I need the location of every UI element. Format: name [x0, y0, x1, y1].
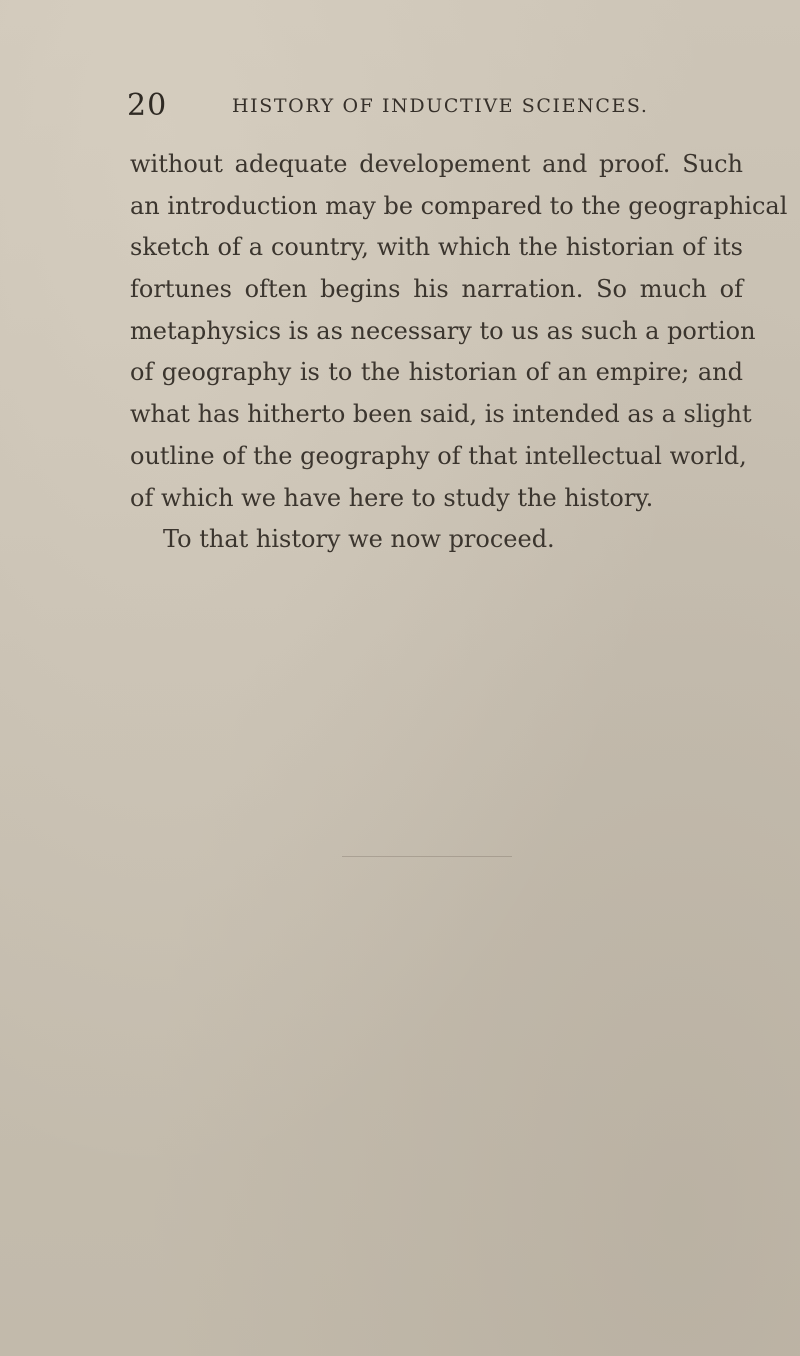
- text-line: outline of the geography of that intellectual world,: [130, 441, 747, 470]
- text-line: fortunes often begins his narration. So much of: [130, 275, 743, 304]
- text-line: without adequate developement and proof. Such: [130, 150, 743, 178]
- text-line: metaphysics is as necessary to us as such a portion: [130, 316, 756, 345]
- paragraph-line: To that history we now proceed.: [163, 525, 555, 554]
- text-line: an introduction may be compared to the geographical: [130, 191, 788, 220]
- text-line: what has hitherto been said, is intended as a slight: [130, 400, 752, 429]
- text-line: sketch of a country, with which the historian of its: [130, 233, 743, 262]
- text-line: of geography is to the historian of an empire; and: [130, 358, 743, 387]
- running-title: HISTORY OF INDUCTIVE SCIENCES.: [232, 95, 649, 117]
- running-head: [127, 88, 740, 128]
- faint-rule: [342, 856, 512, 857]
- text-line: of which we have here to study the history.: [130, 483, 654, 512]
- page-number: 20: [127, 88, 168, 123]
- body-text: [130, 144, 788, 561]
